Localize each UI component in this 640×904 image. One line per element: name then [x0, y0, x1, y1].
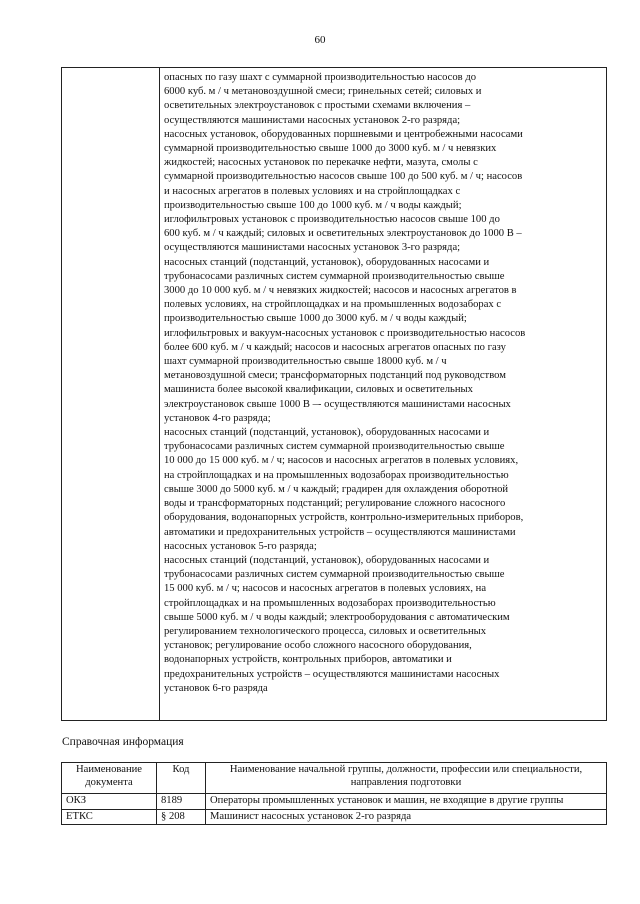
text-line: установок 6-го разряда — [164, 682, 268, 694]
reference-header-row — [62, 763, 607, 794]
text-line: и насосных агрегатов в полевых условиях и на стройплощадках с — [164, 185, 461, 197]
table-row — [62, 794, 607, 810]
main-table — [61, 67, 607, 721]
text-line: стройплощадках и на промышленных водозаборах производительностью — [164, 597, 496, 609]
header-name: Наименование начальной группы, должности, профессии или специальности, направления подготовки — [206, 763, 607, 794]
text-line: трубонасосами различных систем суммарной производительностью свыше — [164, 270, 505, 282]
text-line: 15 000 куб. м / ч; насосов и насосных агрегатов в полевых условиях, на — [164, 583, 487, 595]
text-line: осуществляются машинистами насосных установок 2-го разряда; — [164, 114, 461, 126]
text-line: метановоздушной смеси; трансформаторных подстанций под руководством — [164, 370, 506, 382]
text-line: свыше 3000 до 5000 куб. м / ч каждый; градирен для охлаждения оборотной — [164, 483, 509, 495]
text-line: регулированием технологического процесса, силовых и осветительных — [164, 625, 487, 637]
text-line: свыше 5000 куб. м / ч воды каждый; электрооборудования с автоматическим — [164, 611, 510, 623]
header-document: Наименование документа — [62, 763, 157, 794]
cell-code: 8189 — [157, 794, 206, 810]
text-line: опасных по газу шахт с суммарной производительностью насосов до — [164, 72, 477, 83]
text-line: производительностью свыше 100 до 1000 куб. м / ч воды каждый; — [164, 199, 462, 211]
text-line: 600 куб. м / ч каждый; силовых и осветительных электроустановок до 1000 В – — [164, 228, 522, 240]
text-line: насосных станций (подстанций, установок), оборудованных насосами и — [164, 256, 490, 268]
text-line: машиниста более высокой квалификации, силовых и осветительных — [164, 384, 473, 396]
text-line: полевых условиях, на стройплощадках и на промышленных водозаборах с — [164, 299, 502, 311]
text-line: на стройплощадках и на промышленных водозаборах производительностью — [164, 469, 509, 481]
text-line: оборудования, водонапорных устройств, контрольно-измерительных приборов, — [164, 512, 524, 524]
text-line: осветительных электроустановок с простыми схемами включения – — [164, 100, 471, 112]
reference-table — [61, 762, 607, 825]
table-row — [62, 809, 607, 825]
reference-heading: Справочная информация — [62, 736, 184, 748]
cell-document: ЕТКС — [62, 809, 157, 825]
text-line: шахт суммарной производительностью свыше 18000 куб. м / ч — [164, 356, 447, 368]
text-line: иглофильтровых и вакуум-насосных установок с производительностью насосов — [164, 327, 526, 339]
text-line: 10 000 до 15 000 куб. м / ч; насосов и насосных агрегатов в полевых условиях, — [164, 455, 519, 467]
text-line: установок 4-го разряда; — [164, 412, 271, 424]
text-line: автоматики и предохранительных устройств – осуществляются машинистами — [164, 526, 516, 538]
text-line: трубонасосами различных систем суммарной производительностью свыше — [164, 441, 505, 453]
text-line: суммарной производительностью свыше 1000 до 3000 куб. м / ч невязких — [164, 143, 497, 155]
text-line: трубонасосами различных систем суммарной производительностью свыше — [164, 569, 505, 581]
text-line: насосных установок 5-го разряда; — [164, 540, 317, 552]
text-line: насосных установок, оборудованных поршневыми и центробежными насосами — [164, 128, 523, 140]
cell-code: § 208 — [157, 809, 206, 825]
text-line: воды и трансформаторных подстанций; регулирование сложного насосного — [164, 498, 506, 510]
text-line: насосных станций (подстанций, установок), оборудованных насосами и — [164, 427, 490, 439]
text-line: насосных станций (подстанций, установок), оборудованных насосами и — [164, 554, 490, 566]
text-line: жидкостей; насосных установок по перекачке нефти, мазута, смолы с — [164, 157, 478, 169]
text-line: предохранительных устройств – осуществляются машинистами насосных — [164, 668, 500, 680]
cell-name: Машинист насосных установок 2-го разряда — [206, 809, 607, 825]
text-line: водонапорных устройств, контрольных приборов, автоматики и — [164, 654, 452, 666]
text-line: суммарной производительностью насосов свыше 100 до 500 куб. м / ч; насосов — [164, 171, 523, 183]
main-table-text — [164, 71, 602, 696]
page-number: 60 — [314, 34, 326, 46]
text-line: более 600 куб. м / ч каждый; насосов и насосных агрегатов опасных по газу — [164, 341, 506, 353]
text-line: 6000 куб. м / ч метановоздушной смеси; гринельных сетей; силовых и — [164, 86, 482, 98]
text-line: 3000 до 10 000 куб. м / ч невязких жидкостей; насосов и насосных агрегатов в — [164, 285, 517, 297]
text-line: иглофильтровых установок с производительностью насосов свыше 100 до — [164, 214, 500, 226]
text-line: электроустановок свыше 1000 В –- осуществляются машинистами насосных — [164, 398, 511, 410]
text-line: производительностью свыше 1000 до 3000 куб. м / ч воды каждый; — [164, 313, 467, 325]
text-line: осуществляются машинистами насосных установок 3-го разряда; — [164, 242, 461, 254]
text-line: установок; регулирование особо сложного насосного оборудования, — [164, 640, 472, 652]
header-code: Код — [157, 763, 206, 794]
cell-document: ОКЗ — [62, 794, 157, 810]
cell-name: Операторы промышленных установок и машин, не входящие в другие группы — [206, 794, 607, 810]
column-divider — [159, 68, 160, 720]
